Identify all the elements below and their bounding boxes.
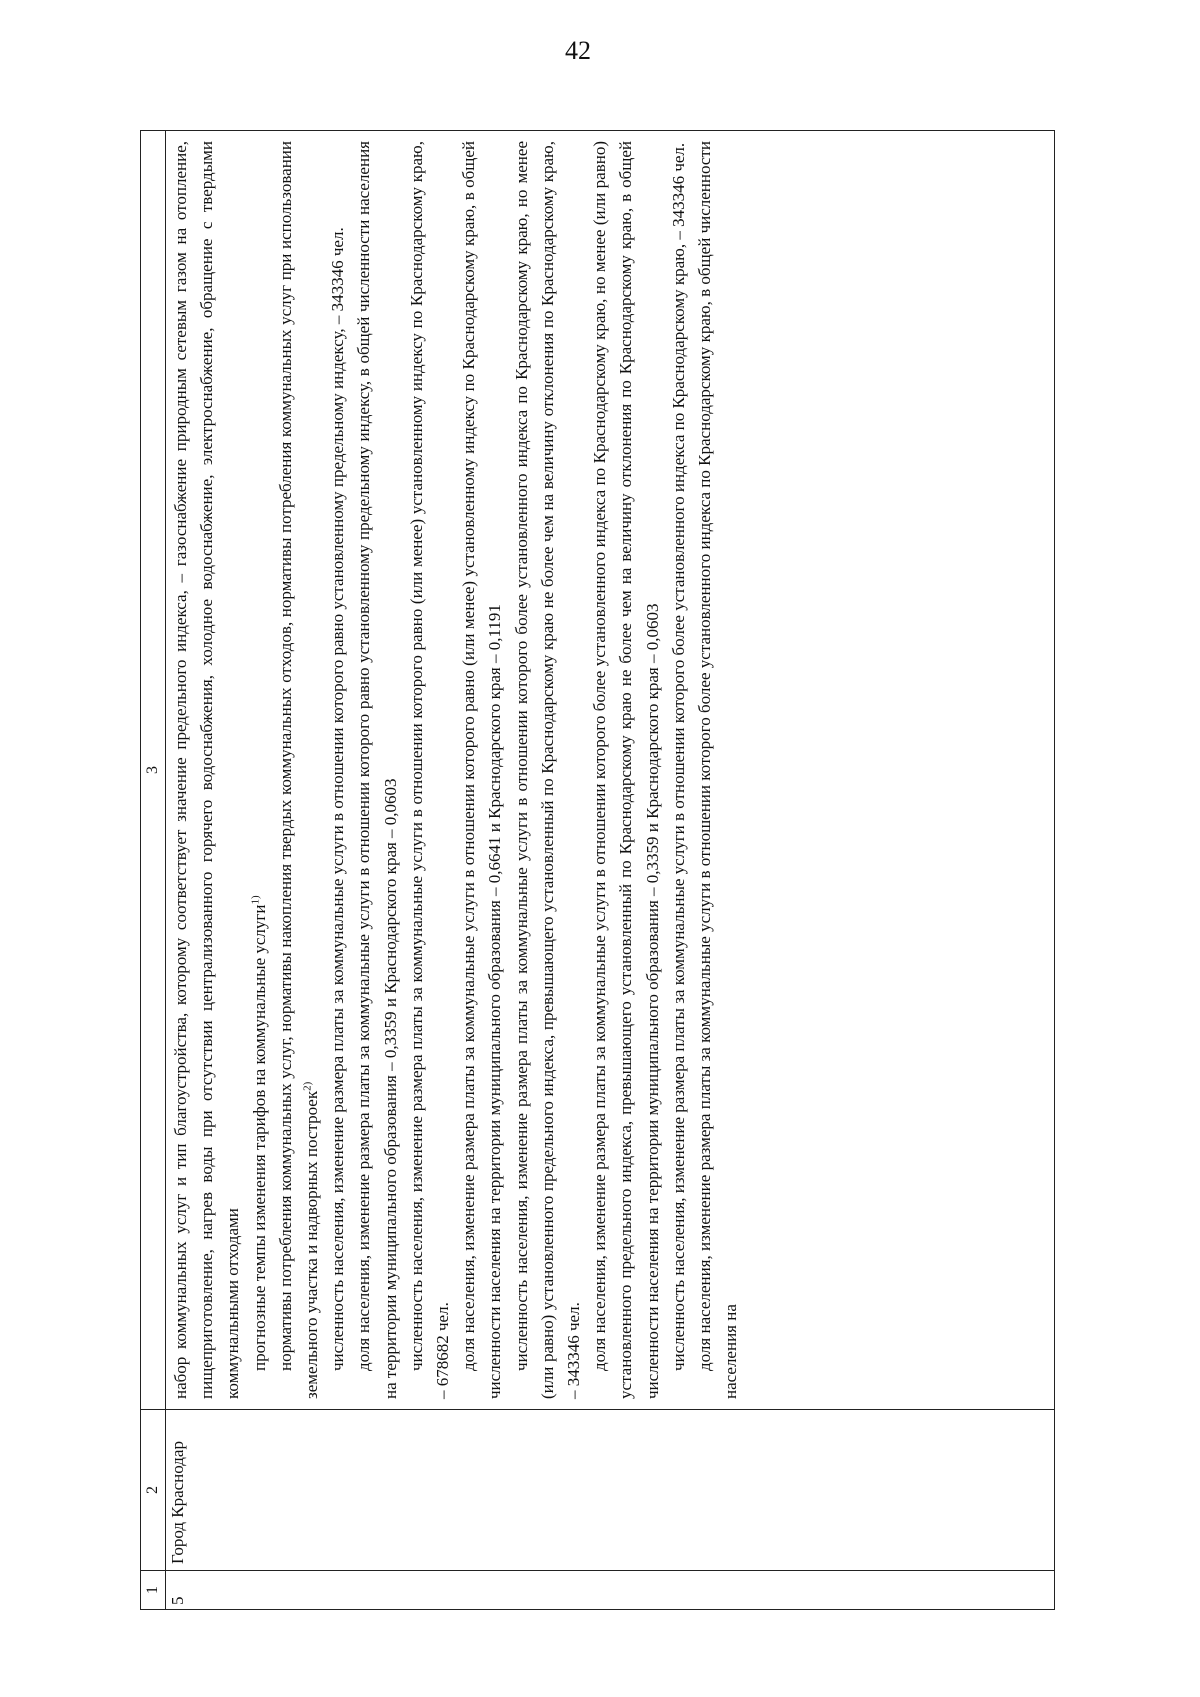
paragraph-text: доля населения, изменение размера платы за коммунальные услуги в отношении которого равно установленному предельному индексу, в общей численности населения на территории муниципального образования – 0,3359 и Краснодарского края – 0,0603 bbox=[354, 141, 400, 1399]
paragraph bbox=[692, 141, 744, 1399]
rotated-table-wrapper bbox=[140, 130, 1055, 1610]
paragraph bbox=[404, 141, 456, 1399]
paragraph-text: численность населения, изменение размера платы за коммунальные услуги в отношении которого более установленного индекса по Краснодарскому краю, но менее (или равно) установленного предельного индекса, превышающего установленный по Краснодарскому краю не более чем на величину отклонения по Краснодарскому краю, – 343346 чел. bbox=[511, 141, 584, 1399]
tariff-table bbox=[140, 130, 1055, 1610]
paragraph bbox=[351, 141, 403, 1399]
paragraph-text: доля населения, изменение размера платы за коммунальные услуги в отношении которого равно (или менее) установленному индексу по Краснодарскому краю, в общей численности населения на территории муниципального образования – 0,6641 и Краснодарского края – 0,1191 bbox=[459, 141, 505, 1399]
paragraph bbox=[509, 141, 588, 1399]
header-col-2: 2 bbox=[141, 1410, 166, 1571]
paragraph-text: доля населения, изменение размера платы за коммунальные услуги в отношении которого более установленного индекса по Краснодарскому краю, но менее (или равно) установленного предельного индекса, превышающего установленный по Краснодарскому краю не более чем на величину отклонения по Краснодарскому краю, в общей численности населения на территории муниципального образования – 0,3359 и Краснодарского края – 0,0603 bbox=[590, 141, 662, 1399]
paragraph bbox=[325, 141, 351, 1399]
table-row bbox=[166, 131, 1055, 1610]
paragraph bbox=[273, 141, 325, 1399]
header-col-1: 1 bbox=[141, 1571, 166, 1610]
paragraph bbox=[247, 141, 273, 1399]
paragraph bbox=[168, 141, 247, 1399]
description-cell bbox=[166, 131, 1055, 1410]
row-number-cell: 5 bbox=[166, 1571, 1055, 1610]
paragraph-text: численность населения, изменение размера платы за коммунальные услуги в отношении которого более установленного индекса по Краснодарскому краю, – 343346 чел. bbox=[668, 142, 688, 1371]
paragraph-text: численность населения, изменение размера платы за коммунальные услуги в отношении которого равно (или менее) установленному индексу по Краснодарскому краю, – 678682 чел. bbox=[406, 141, 453, 1399]
table-header-row bbox=[141, 131, 166, 1610]
paragraph-text: набор коммунальных услуг и тип благоустройства, которому соответствует значение предельного индекса, – газоснабжение природным сетевым газом на отопление, пищеприготовление, нагрев воды при отсутствии централизованного горячего водоснабжения, холодное водоснабжение, электроснабжение, обращение с твердыми коммунальными отходами bbox=[171, 141, 243, 1399]
paragraph-text: прогнозные темпы изменения тарифов на коммунальные услуги bbox=[249, 904, 269, 1371]
page-number: 42 bbox=[565, 36, 591, 65]
paragraph-text: доля населения, изменение размера платы за коммунальные услуги в отношении которого более установленного индекса по Краснодарскому краю, в общей численности населения на bbox=[695, 141, 741, 1399]
paragraph bbox=[666, 141, 692, 1399]
footnote-marker: 1) bbox=[248, 895, 261, 905]
footnote-marker: 2) bbox=[301, 1081, 314, 1091]
paragraph-list bbox=[168, 141, 744, 1399]
paragraph-text: численность населения, изменение размера платы за коммунальные услуги в отношении которого равно установленному предельному индексу, – 343346 чел. bbox=[328, 227, 348, 1371]
paragraph bbox=[456, 141, 508, 1399]
paragraph bbox=[587, 141, 666, 1399]
paragraph-text: нормативы потребления коммунальных услуг, нормативы накопления твердых коммунальных отходов, нормативы потребления коммунальных услуг при использовании земельного участка и надворных построек bbox=[275, 141, 322, 1399]
municipality-name-cell: Город Краснодар bbox=[166, 1410, 1055, 1571]
header-col-3: 3 bbox=[141, 131, 166, 1410]
